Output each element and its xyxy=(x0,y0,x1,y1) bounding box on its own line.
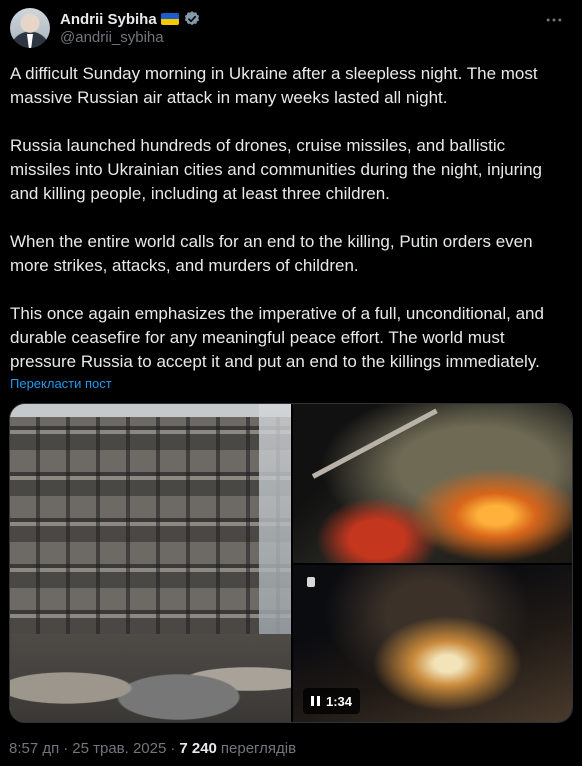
photo-damaged-building[interactable] xyxy=(10,404,291,723)
video-duration-badge[interactable] xyxy=(303,688,360,714)
pause-icon[interactable] xyxy=(311,696,320,706)
tweet-meta xyxy=(9,740,296,757)
name-row xyxy=(60,10,201,28)
tweet-paragraph: Russia launched hundreds of drones, cruise missiles, and ballistic missiles into Ukrainian cities and communities during the night, injuring and killing people, including at least three children. xyxy=(10,136,542,203)
author-display-name[interactable]: Andrii Sybiha xyxy=(60,10,157,28)
tweet-paragraph: This once again emphasizes the imperative of a full, unconditional, and durable ceasefire for any meaningful peace effort. The world must pressure Russia to accept it and put an end to the killings immediately. xyxy=(10,304,544,371)
meta-separator: · xyxy=(170,740,176,757)
tweet-paragraph: A difficult Sunday morning in Ukraine after a sleepless night. The most massive Russian air attack in many weeks lasted all night. xyxy=(10,64,538,107)
author-handle[interactable]: @andrii_sybiha xyxy=(60,29,164,46)
tweet-paragraph: When the entire world calls for an end to the killing, Putin orders even more strikes, attacks, and murders of children. xyxy=(10,232,533,275)
photo-firefighters-night[interactable] xyxy=(293,404,573,563)
media-grid xyxy=(9,403,573,723)
views-count: 7 240 xyxy=(179,740,217,757)
views-label: переглядів xyxy=(220,740,297,757)
translate-post-link[interactable]: Перекласти пост xyxy=(10,376,112,391)
more-horizontal-icon[interactable] xyxy=(540,6,568,34)
video-thumbnail[interactable] xyxy=(293,565,573,723)
tweet-time[interactable]: 8:57 дп xyxy=(9,740,60,757)
tweet-date[interactable]: 25 трав. 2025 xyxy=(72,740,167,757)
tweet-header xyxy=(10,8,572,48)
tweet-body xyxy=(10,62,572,391)
meta-separator: · xyxy=(63,740,69,757)
verified-badge-icon[interactable] xyxy=(183,10,201,28)
video-duration: 1:34 xyxy=(326,693,353,709)
emergency-service-logo-icon xyxy=(307,577,315,587)
ukraine-flag-icon xyxy=(161,13,179,25)
author-avatar[interactable] xyxy=(10,8,50,48)
author-names xyxy=(60,10,201,46)
